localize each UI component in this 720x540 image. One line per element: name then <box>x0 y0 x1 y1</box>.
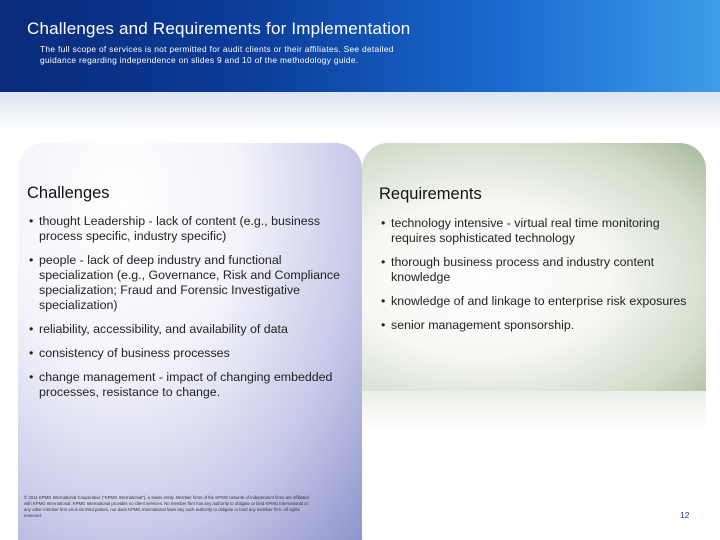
requirements-heading: Requirements <box>379 185 482 203</box>
page-number: 12 <box>680 510 690 520</box>
list-item: • knowledge of and linkage to enterprise risk exposures <box>380 294 702 309</box>
page-subtitle: The full scope of services is not permitted for audit clients or their affiliates. See detailed guidance regarding independence on slides 9 and 10 of the methodology guide. <box>40 44 394 65</box>
header-shadow <box>0 92 720 132</box>
list-item: • senior management sponsorship. <box>380 318 702 333</box>
list-item: • people - lack of deep industry and functional specialization (e.g., Governance, Risk and Compliance specialization; Fraud and Forensic Investigative specialization) <box>28 253 346 313</box>
list-item: • change management - impact of changing embedded processes, resistance to change. <box>28 370 346 400</box>
requirements-list <box>380 216 702 342</box>
requirements-panel-fade <box>362 391 706 431</box>
list-item: • technology intensive - virtual real time monitoring requires sophisticated technology <box>380 216 702 246</box>
list-item: • thorough business process and industry content knowledge <box>380 255 702 285</box>
list-item: • consistency of business processes <box>28 346 346 361</box>
challenges-list <box>28 214 346 409</box>
challenges-heading: Challenges <box>27 184 110 202</box>
list-item: • reliability, accessibility, and availability of data <box>28 322 346 337</box>
page-title: Challenges and Requirements for Implementation <box>27 19 411 38</box>
footer-legal-text: © 2011 KPMG International Cooperative ("KPMG International"), a Swiss entity. Member firms of the KPMG network of independent firms are affiliated with KPMG International. KPMG International provides no client services. No member firm has any authority to obligate or bind KPMG International or any other member firm vis-à-vis third parties, nor does KPMG International have any such authority to obligate or bind any member firm. All rights reserved. <box>24 495 309 518</box>
list-item: • thought Leadership - lack of content (e.g., business process specific, industry specific) <box>28 214 346 244</box>
